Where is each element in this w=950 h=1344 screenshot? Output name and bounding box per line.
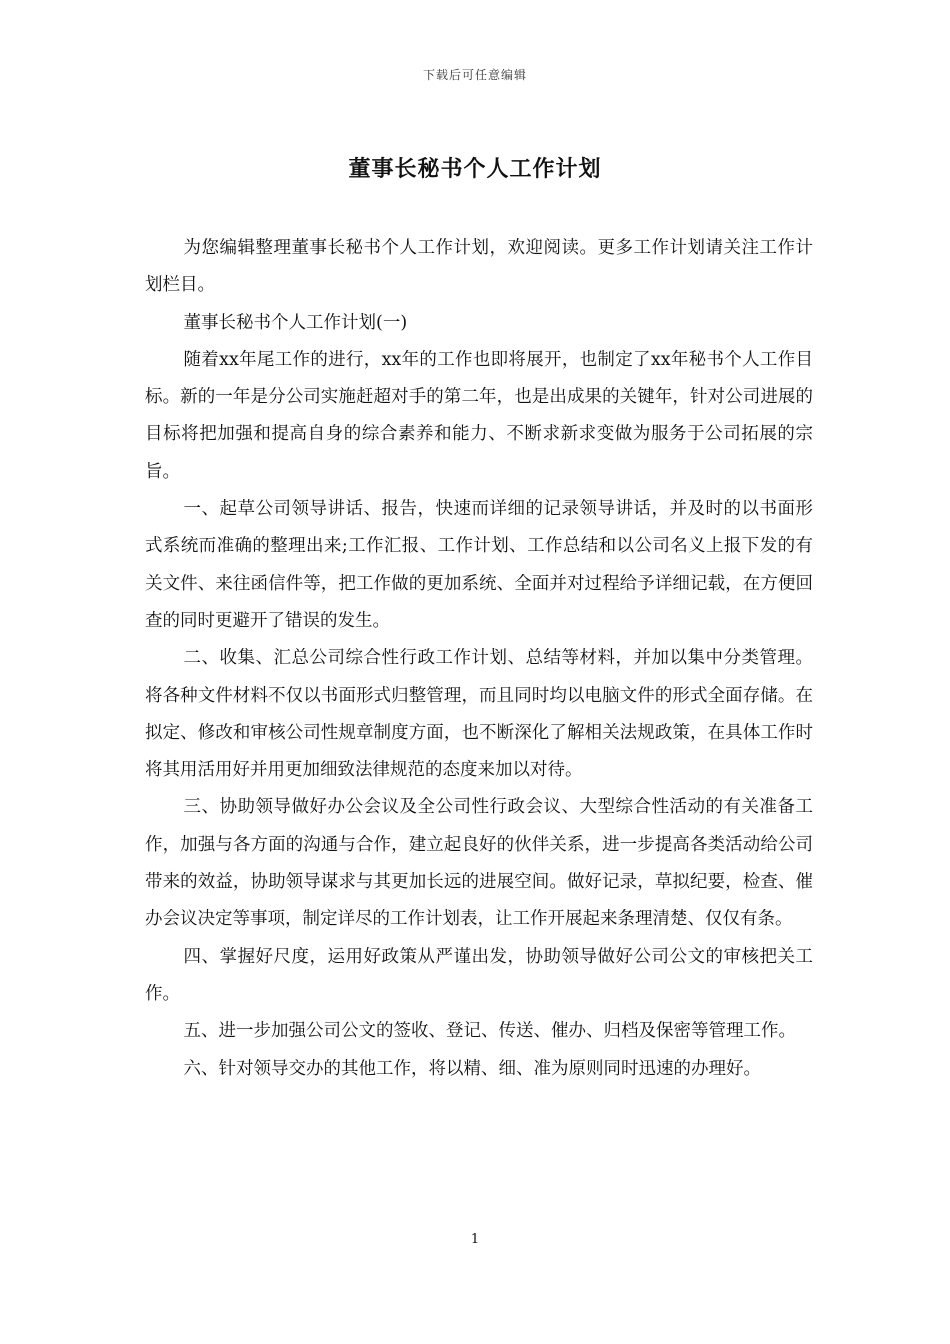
header-note: 下载后可任意编辑 xyxy=(422,68,527,82)
paragraph-item-5: 五、进一步加强公司公文的签收、登记、传送、催办、归档及保密等管理工作。 xyxy=(183,1021,796,1042)
paragraph-item-1: 一、起草公司领导讲话、报告，快速而详细的记录领导讲话，并及时的以书面形式系统而准确的整理出来;工作汇报、工作计划、工作总结和以公司名义上报下发的有关文件、来往函信件等，把工作做的更加系统、全面并对过程给予详细记载，在方便回查的同时更避开了错误的发生。 xyxy=(145,499,813,631)
paragraph-intro: 为您编辑整理董事长秘书个人工作计划，欢迎阅读。更多工作计划请关注工作计划栏目。 xyxy=(145,238,813,296)
page-number: 1 xyxy=(470,1232,480,1247)
paragraph-item-3: 三、协助领导做好办公会议及全公司性行政会议、大型综合性活动的有关准备工作，加强与各方面的沟通与合作，建立起良好的伙伴关系，进一步提高各类活动给公司带来的效益，协助领导谋求与其更加长远的进展空间。做好记录，草拟纪要，检查、催办会议决定等事项，制定详尽的工作计划表，让工作开展起来条理清楚、仅仅有条。 xyxy=(145,797,813,930)
paragraph-item-4: 四、掌握好尺度，运用好政策从严谨出发，协助领导做好公司公文的审核把关工作。 xyxy=(145,946,813,1004)
paragraph-section-heading: 董事长秘书个人工作计划(一) xyxy=(183,312,408,333)
document-title: 董事长秘书个人工作计划 xyxy=(348,156,602,182)
paragraph-overview: 随着xx年尾工作的进行，xx年的工作也即将展开，也制定了xx年秘书个人工作目标。新的一年是分公司实施赶超对手的第二年，也是出成果的关键年，针对公司进展的目标将把加强和提高自身的综合素养和能力、不断求新求变做为服务于公司拓展的宗旨。 xyxy=(145,349,813,482)
document-body xyxy=(145,230,813,1088)
paragraph-item-6: 六、针对领导交办的其他工作，将以精、细、准为原则同时迅速的办理好。 xyxy=(183,1058,761,1079)
paragraph-item-2: 二、收集、汇总公司综合性行政工作计划、总结等材料，并加以集中分类管理。将各种文件材料不仅以书面形式归整管理，而且同时均以电脑文件的形式全面存储。在拟定、修改和审核公司性规章制度方面，也不断深化了解相关法规政策，在具体工作时将其用活用好并用更加细致法律规范的态度来加以对待。 xyxy=(145,648,813,781)
